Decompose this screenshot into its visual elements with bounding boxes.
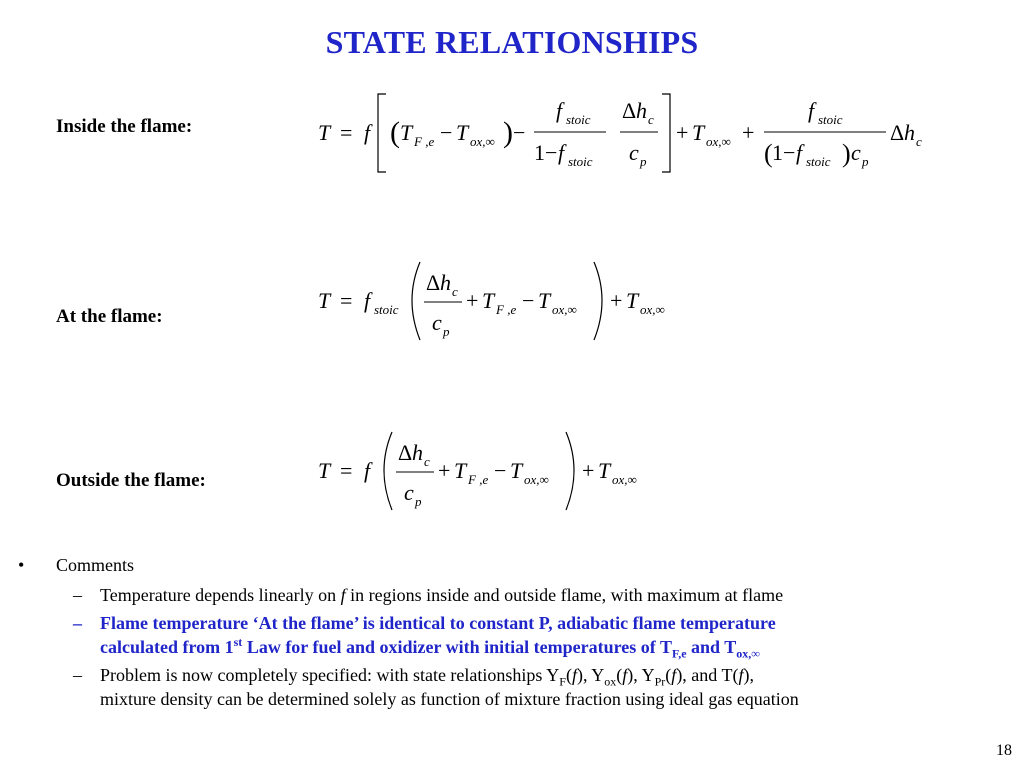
dash-icon: – [73,585,82,605]
svg-text:T: T [598,458,611,483]
svg-text:=: = [340,288,353,313]
svg-text:c: c [452,284,458,299]
svg-text:=: = [340,458,353,483]
svg-text:h: h [412,440,423,465]
svg-text:T: T [400,120,413,145]
svg-text:ox,∞: ox,∞ [612,472,637,487]
svg-text:f: f [796,140,803,165]
svg-text:f: f [364,458,371,483]
svg-text:T: T [626,288,639,313]
equation-outside-flame-graphic [316,428,676,518]
svg-text:p: p [862,154,869,169]
svg-text:Δ: Δ [890,120,905,145]
svg-text:−: − [522,288,535,313]
comment-3-f: f [622,665,628,685]
comment-2-sub-ox: ox,∞ [736,646,760,661]
svg-text:+: + [610,288,623,313]
svg-text:ox,∞: ox,∞ [706,134,731,149]
svg-text:): ) [842,139,851,168]
comment-3-part: ), and T( [676,665,739,685]
equation-inside-flame-graphic [316,88,936,178]
svg-text:f: f [558,140,565,165]
svg-text:T: T [456,120,469,145]
svg-text:F ,e: F ,e [496,302,517,317]
svg-text:stoic: stoic [806,154,831,169]
svg-text:f: f [808,98,815,123]
comment-1-text: Temperature depends linearly on [100,585,341,605]
svg-text:stoic: stoic [566,112,591,127]
dash-icon: – [73,613,82,633]
label-at-flame: At the flame: [56,306,163,327]
svg-text:+: + [438,458,451,483]
svg-text:stoic: stoic [818,112,843,127]
svg-text:h: h [440,270,451,295]
comment-3-part: ( [565,665,572,685]
svg-text:f: f [556,98,563,123]
svg-text:ox,∞: ox,∞ [524,472,549,487]
svg-text:c: c [629,140,639,165]
svg-text:stoic: stoic [568,154,593,169]
comment-3-f: f [571,665,577,685]
comments-heading: Comments [56,555,135,575]
svg-text:Δ: Δ [622,98,637,123]
svg-text:ox,∞: ox,∞ [552,302,577,317]
svg-text:): ) [503,116,513,149]
svg-text:ox,∞: ox,∞ [640,302,665,317]
comment-3-line-2: mixture density can be determined solely as function of mixture fraction using ideal gas equation [100,689,799,709]
comments-section [18,555,1008,711]
equation-outside-flame [316,428,676,518]
svg-text:(: ( [390,116,400,149]
svg-text:T: T [454,458,467,483]
comment-2-text: calculated from 1 [100,637,234,657]
svg-text:T: T [482,288,495,313]
comment-2-line-1: Flame temperature ‘At the flame’ is identical to constant P, adiabatic flame temperature [100,613,776,633]
svg-text:stoic: stoic [374,302,399,317]
comment-2-sub-fe: F,e [671,646,687,661]
bullet-icon: • [18,555,25,575]
svg-text:p: p [443,324,450,339]
comment-2-text-and: and T [686,637,737,657]
svg-text:+: + [466,288,479,313]
svg-text:f: f [364,288,371,313]
comment-3-part: ), Y [627,665,655,685]
svg-text:1−: 1− [772,140,796,165]
comments-bullet [18,555,1008,579]
comment-3-part: ( [616,665,623,685]
svg-text:T: T [538,288,551,313]
svg-text:h: h [904,120,915,145]
svg-text:T: T [318,120,331,145]
comment-3-f: f [738,665,744,685]
svg-text:−: − [494,458,507,483]
comment-3-part: ( [665,665,672,685]
svg-text:h: h [636,98,647,123]
label-outside-flame: Outside the flame: [56,470,206,491]
svg-text:c: c [851,140,861,165]
svg-text:T: T [318,458,331,483]
svg-text:+: + [742,120,755,145]
svg-text:+: + [582,458,595,483]
comment-3-part: ), Y [576,665,605,685]
svg-text:(: ( [764,139,773,168]
svg-text:−: − [513,120,526,145]
svg-text:c: c [916,134,922,149]
comment-3-sub: F [559,674,566,689]
comment-3-sub: Pr [654,674,666,689]
svg-text:T: T [692,120,705,145]
dash-icon: – [73,665,82,685]
comment-1-text-end: in regions inside and outside flame, with maximum at flame [345,585,784,605]
svg-text:+: + [676,120,689,145]
comment-2-sup: st [233,635,243,649]
svg-text:c: c [432,310,442,335]
comment-1-f: f [340,585,346,605]
svg-text:ox,∞: ox,∞ [470,134,495,149]
svg-text:Δ: Δ [426,270,441,295]
comment-item-1 [18,583,1008,607]
svg-text:p: p [415,494,422,509]
comment-3-f: f [671,665,677,685]
label-inside-flame: Inside the flame: [56,116,193,137]
comment-item-3 [18,663,1008,711]
svg-text:c: c [424,454,430,469]
svg-text:p: p [640,154,647,169]
svg-text:T: T [318,288,331,313]
svg-text:F ,e: F ,e [468,472,489,487]
svg-text:T: T [510,458,523,483]
comment-3-part: ), [743,665,754,685]
equation-inside-flame [316,88,936,178]
svg-text:=: = [340,120,353,145]
comment-2-text-mid: Law for fuel and oxidizer with initial temperatures of T [242,637,672,657]
svg-text:F ,e: F ,e [414,134,435,149]
svg-text:f: f [364,120,371,145]
comment-3-sub: ox [604,674,617,689]
slide-title: STATE RELATIONSHIPS [325,24,699,60]
svg-text:1−: 1− [534,140,558,165]
comment-item-2 [18,611,1008,659]
svg-text:−: − [440,120,453,145]
svg-text:c: c [404,480,414,505]
equation-at-flame-graphic [316,258,696,348]
svg-text:Δ: Δ [398,440,413,465]
equation-at-flame [316,258,696,348]
comment-3-part: Problem is now completely specified: with state relationships Y [100,665,560,685]
svg-text:c: c [648,112,654,127]
page-number: 18 [996,742,1012,759]
